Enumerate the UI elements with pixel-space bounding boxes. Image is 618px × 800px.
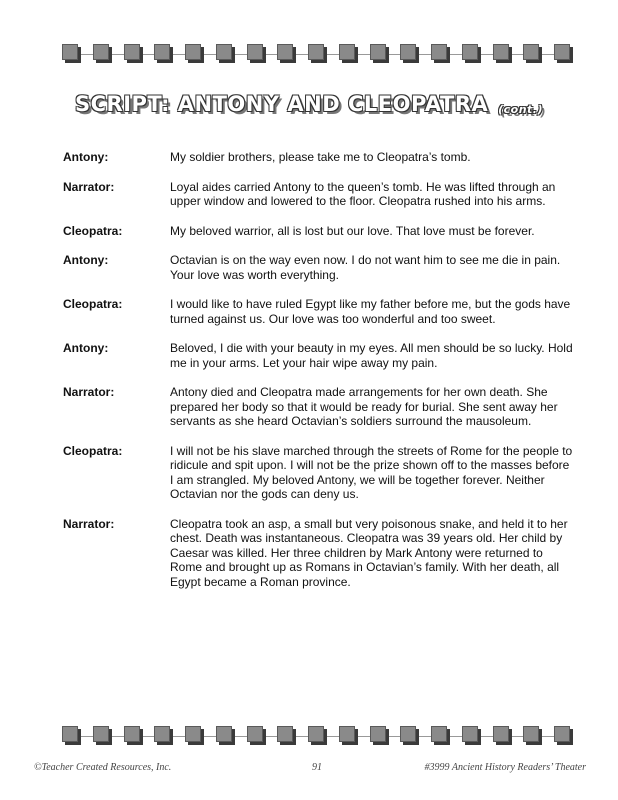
speaker-name: Narrator: — [63, 516, 115, 531]
border-square — [62, 44, 78, 60]
border-square — [462, 726, 478, 742]
border-square — [339, 726, 355, 742]
speaker-name: Antony: — [63, 150, 109, 164]
footer-book-title: #3999 Ancient History Readers’ Theater — [424, 762, 586, 773]
speech-text: Cleopatra took an asp, a small but very poisonous snake, and held it to her chest. Death was instantaneous. Cleopatra was 39 years old. Her child by Caesar was killed. Her three children by Mark Antony were returned to Rome and brought up as Romans in Octavian’s family. With her death, all Egypt became a Roman province. — [170, 516, 568, 589]
border-square — [154, 726, 170, 742]
script-line — [63, 224, 573, 239]
border-square — [431, 44, 447, 60]
border-square — [185, 726, 201, 742]
border-square — [554, 726, 570, 742]
speech-text: Octavian is on the way even now. I do not want him to see me die in pain. Your love was worth everything. — [170, 253, 561, 282]
speaker-name: Cleopatra: — [63, 443, 123, 458]
border-square — [370, 44, 386, 60]
border-square — [247, 726, 263, 742]
speaker-name: Cleopatra: — [63, 223, 123, 238]
border-square — [554, 44, 570, 60]
border-square — [93, 44, 109, 60]
bottom-decorative-border — [62, 726, 570, 748]
script-line — [63, 341, 573, 370]
script-line — [63, 180, 573, 209]
speech-text: Antony died and Cleopatra made arrangements for her own death. She prepared her body so that it would be ready for burial. She sent away her servants as she heard Octavian’s soldiers surround the mausoleum. — [170, 385, 558, 428]
script-line — [63, 517, 573, 590]
footer-publisher: ©Teacher Created Resources, Inc. — [34, 762, 172, 773]
border-square — [431, 726, 447, 742]
border-square — [339, 44, 355, 60]
border-square — [523, 726, 539, 742]
border-square — [370, 726, 386, 742]
speaker-name: Antony: — [63, 253, 109, 267]
border-square — [154, 44, 170, 60]
speech-text: Loyal aides carried Antony to the queen’s tomb. He was lifted through an upper window and lowered to the floor. Cleopatra rushed into his arms. — [170, 179, 556, 208]
speaker-name: Antony: — [63, 341, 109, 355]
script-line — [63, 150, 573, 165]
speech-text: My soldier brothers, please take me to Cleopatra’s tomb. — [170, 150, 471, 164]
script-line — [63, 253, 573, 282]
speech-text: I would like to have ruled Egypt like my father before me, but the gods have turned against us. Our love was too wonderful and too sweet. — [170, 297, 571, 326]
border-square — [62, 726, 78, 742]
border-square — [277, 44, 293, 60]
border-square — [216, 44, 232, 60]
speech-text: Beloved, I die with your beauty in my eyes. All men should be so lucky. Hold me in your arms. Let your hair wipe away my pain. — [170, 341, 573, 370]
border-square — [216, 726, 232, 742]
speaker-name: Narrator: — [63, 179, 115, 194]
border-square — [462, 44, 478, 60]
border-square — [124, 726, 140, 742]
script-line — [63, 385, 573, 429]
title-text: SCRIPT: ANTONY AND CLEOPATRA — [74, 92, 489, 116]
script-body — [63, 150, 573, 604]
page-title — [0, 92, 618, 116]
border-square — [308, 726, 324, 742]
border-square — [400, 726, 416, 742]
border-square — [93, 726, 109, 742]
speech-text: I will not be his slave marched through the streets of Rome for the people to ridicule and spit upon. I will not be the prize shown off to the masses before I am strangled. My beloved Antony, we will be together forever. Neither Octavian nor the gods can deny us. — [170, 443, 573, 501]
border-square — [493, 44, 509, 60]
title-continued: (cont.) — [498, 103, 543, 116]
border-square — [308, 44, 324, 60]
script-line — [63, 297, 573, 326]
speech-text: My beloved warrior, all is lost but our love. That love must be forever. — [170, 223, 535, 238]
border-square — [493, 726, 509, 742]
script-line — [63, 444, 573, 502]
border-square — [247, 44, 263, 60]
border-square — [185, 44, 201, 60]
border-square — [523, 44, 539, 60]
top-decorative-border — [62, 44, 570, 66]
speaker-name: Cleopatra: — [63, 297, 123, 311]
border-square — [400, 44, 416, 60]
page-number: 91 — [312, 762, 322, 773]
speaker-name: Narrator: — [63, 385, 115, 399]
border-square — [124, 44, 140, 60]
border-square — [277, 726, 293, 742]
